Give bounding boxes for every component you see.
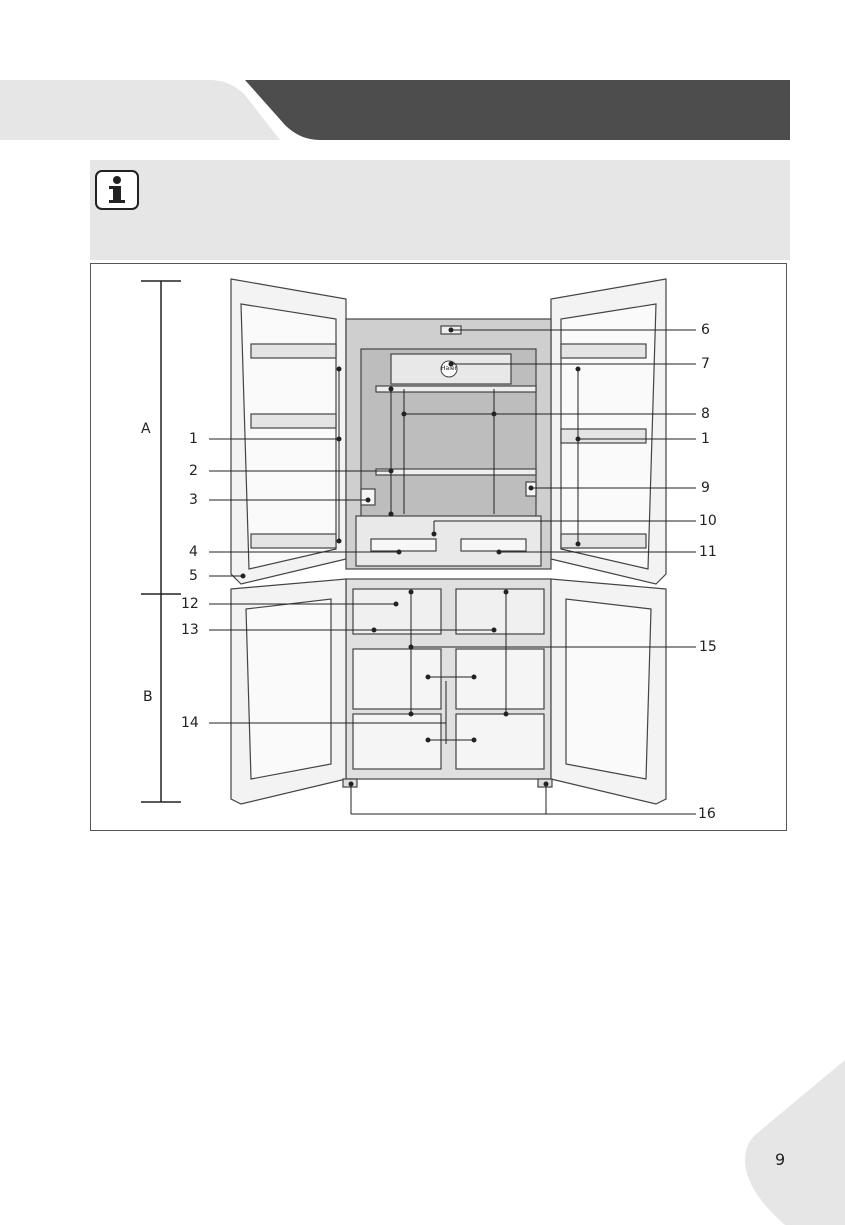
callout-8: 8 [701,406,710,422]
header-right-tab [245,80,790,140]
callout-1-left: 1 [189,431,198,447]
section-label-a: A [141,421,151,437]
callout-3: 3 [189,492,198,508]
callout-2: 2 [189,463,198,479]
header-left-tab [0,80,280,140]
callout-5: 5 [189,568,198,584]
callout-11: 11 [699,544,717,560]
callout-6: 6 [701,322,710,338]
fridge-diagram [90,263,787,831]
callout-9: 9 [701,480,710,496]
page-number: 9 [775,1150,786,1169]
callout-10: 10 [699,513,717,529]
info-box [90,160,790,260]
callout-15: 15 [699,639,717,655]
callout-14: 14 [181,715,199,731]
callout-1-right: 1 [701,431,710,447]
callout-13: 13 [181,622,199,638]
callout-16: 16 [698,806,716,822]
section-label-b: B [143,689,153,705]
callout-12: 12 [181,596,199,612]
page-header [0,0,845,150]
brand-logo: Haier [441,365,458,372]
callout-7: 7 [701,356,710,372]
callout-4: 4 [189,544,198,560]
page-corner-tab [745,1060,845,1225]
info-icon [95,170,139,210]
